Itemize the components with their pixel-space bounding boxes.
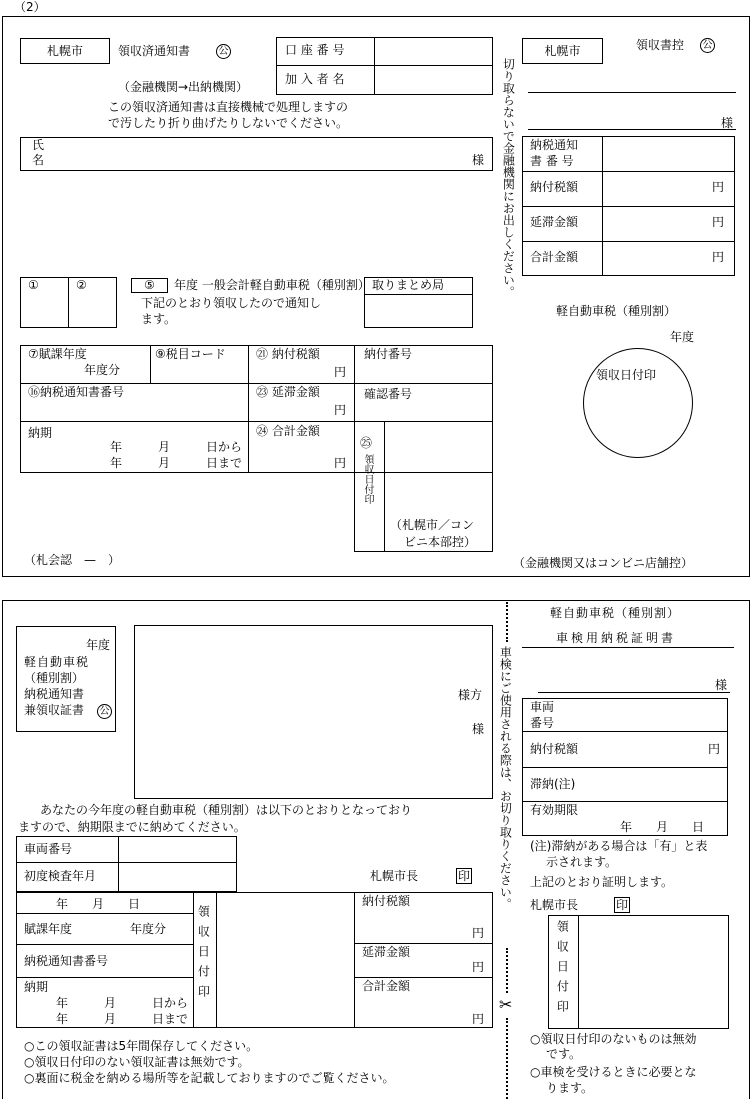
period-label: 納期	[28, 426, 53, 440]
cert-foot-4: ります。	[546, 1081, 594, 1095]
tear-off-text: 切り取らないで金融機関にお出しください。	[501, 58, 516, 298]
mayor-label: 札幌市長	[370, 869, 419, 883]
receipt-copy-label: 領収書控	[636, 38, 685, 52]
code-2: ②	[76, 278, 87, 292]
cert-title-2: 車検用納税証明書	[556, 631, 677, 645]
bottom-total-yen: 円	[472, 1012, 485, 1026]
right-late-label: 延滞金額	[530, 215, 579, 229]
bottom-payment-yen: 円	[472, 926, 485, 940]
intro-line-2: ますので、納期限までに納めてください。	[18, 820, 246, 834]
stamp-circle	[583, 348, 693, 458]
bottom-stamp-vertical: 領収日付印	[196, 905, 211, 1005]
nendo-label: 年度	[670, 330, 695, 344]
total-label: ㉔ 合計金額	[256, 424, 320, 438]
account-label: 口 座 番 号	[285, 43, 345, 57]
right-payment-yen: 円	[712, 180, 725, 194]
kou-mark	[216, 44, 231, 59]
bottom-kou-text: 公	[99, 706, 110, 717]
right-kou-text: 公	[702, 40, 713, 51]
perforation-bottom	[506, 1018, 508, 1099]
perforation-top	[506, 602, 508, 642]
bottom-date-to: 年 月 日まで	[56, 1012, 189, 1026]
received-line-1: 下記のとおり領収したので通知し	[141, 296, 322, 310]
bottom-nendo: 年度	[86, 638, 111, 652]
bottom-period: 納期	[24, 980, 49, 994]
cert-note-1: (注)滞納がある場合は「有」と表	[530, 839, 708, 853]
tax-code-label: ⑨税目コード	[155, 347, 226, 361]
bank-store-copy: （金融機関又はコンビニ店舗控）	[513, 556, 694, 570]
assess-year-label: ⑦賦課年度	[28, 347, 87, 361]
intro-line-1: あなたの今年度の軽自動車税（種別割）は以下のとおりとなっており	[40, 803, 413, 817]
name-label-2: 名	[32, 153, 45, 167]
city-label: 札幌市	[46, 44, 83, 58]
cert-valid-date: 年 月 日	[620, 820, 705, 834]
notice-line-1: この領収済通知書は直接機械で処理しますの	[108, 100, 349, 114]
right-notice-label-1: 納税通知	[530, 138, 579, 152]
late-fee-label: ㉓ 延滞金額	[256, 385, 320, 399]
right-total-yen: 円	[712, 250, 725, 264]
first-inspection-label: 初度検査年月	[24, 869, 97, 883]
note-1: ○この領収証書は5年間保存してください。	[24, 1039, 259, 1053]
notice-line-2: で汚したり折り曲げたりしないでください。	[108, 116, 349, 130]
cert-mayor-seal	[614, 897, 630, 913]
title-line-3: 納税通知書	[24, 687, 85, 701]
collect-bureau-label: 取りまとめ局	[372, 278, 445, 292]
cert-stamp-box	[548, 915, 729, 1029]
code-25: ㉕	[360, 436, 373, 450]
vehicle-number-label: 車両番号	[24, 842, 73, 856]
kei-tax-label: 軽自動車税（種別割）	[556, 304, 677, 318]
name-label-1: 氏	[32, 138, 45, 152]
cert-stamp-vertical: 領収日付印	[555, 920, 570, 1020]
stamp-circle-label: 領収日付印	[596, 368, 657, 382]
title-line-2: （種別割）	[24, 671, 85, 685]
bottom-assess-year: 賦課年度	[24, 922, 73, 936]
city-box	[20, 38, 110, 64]
address-box	[134, 625, 493, 799]
date-to: 年 月 日まで	[110, 456, 243, 470]
cert-sama: 様	[715, 678, 728, 692]
cert-foot-2: です。	[546, 1047, 582, 1061]
bottom-year-part: 年度分	[130, 922, 167, 936]
title-line-4: 兼領収証書	[24, 703, 85, 717]
bottom-kou-mark	[97, 704, 112, 719]
mayor-seal	[456, 868, 472, 884]
conbini-line-1: （札幌市／コン	[390, 518, 475, 532]
scissors-icon: ✂	[499, 995, 513, 1014]
cert-foot-3: ○車検を受けるときに必要とな	[530, 1065, 697, 1079]
samakata-label: 様方	[458, 688, 483, 702]
note-3: ○裏面に税金を納める場所等を記載しておりますのでご覧ください。	[24, 1071, 395, 1085]
notice-number-label: ⑯納税通知書番号	[28, 385, 125, 399]
cert-late-label: 滞納(注)	[530, 777, 576, 791]
perforation-mid	[506, 948, 508, 993]
cert-title-1: 軽自動車税（種別割）	[550, 606, 681, 620]
kou-text: 公	[218, 46, 229, 57]
name-box	[20, 137, 493, 171]
right-total-label: 合計金額	[530, 250, 579, 264]
payment-number-label: 納付番号	[364, 347, 413, 361]
right-late-yen: 円	[712, 215, 725, 229]
total-yen: 円	[334, 456, 347, 470]
cert-mayor-seal-text: 印	[615, 898, 628, 912]
cert-valid-label: 有効期限	[530, 803, 579, 817]
tear-text: 車検にご使用される際は、お切り取りください。	[498, 646, 513, 910]
code-5: ⑤	[144, 278, 155, 292]
name-sama: 様	[472, 153, 485, 167]
right-kou-mark	[700, 38, 715, 53]
late-yen: 円	[334, 403, 347, 417]
cert-vehicle-1: 車両	[530, 700, 555, 714]
approval-text: （札会認 — ）	[24, 553, 121, 567]
bottom-sama: 様	[472, 722, 485, 736]
cert-foot-1: ○領収日付印のないものは無効	[530, 1032, 697, 1046]
subscriber-label: 加 入 者 名	[285, 72, 345, 86]
cert-mayor: 札幌市長	[530, 898, 579, 912]
page-label: （2）	[14, 0, 46, 14]
bottom-notice-number: 納税通知書番号	[24, 954, 109, 968]
stamp-vertical: 領収日付印	[362, 454, 373, 504]
confirm-number-label: 確認番号	[364, 387, 413, 401]
right-city-label: 札幌市	[544, 44, 581, 58]
top-title: 領収済通知書	[118, 44, 191, 58]
cert-note-2: 示されます。	[546, 855, 618, 869]
date-from: 年 月 日から	[110, 440, 243, 454]
code-5-box	[131, 278, 168, 293]
right-sama: 様	[721, 116, 734, 130]
title-line-1: 軽自動車税	[24, 655, 90, 669]
bottom-total-label: 合計金額	[362, 979, 411, 993]
cert-payment-label: 納付税額	[530, 742, 579, 756]
mayor-seal-text: 印	[457, 869, 470, 883]
bottom-date-from: 年 月 日から	[56, 996, 189, 1010]
bottom-late-label: 延滞金額	[362, 945, 411, 959]
bottom-late-yen: 円	[472, 960, 485, 974]
right-notice-label-2: 書 番 号	[530, 154, 574, 168]
note-2: ○領収日付印のない領収証書は無効です。	[24, 1055, 250, 1069]
cert-payment-yen: 円	[708, 742, 721, 756]
cert-vehicle-2: 番号	[530, 716, 555, 730]
payment-amount-label: ㉑ 納付税額	[256, 347, 320, 361]
received-line-2: ます。	[141, 312, 177, 326]
right-city-box	[522, 38, 603, 64]
code-1: ①	[28, 278, 39, 292]
conbini-line-2: ビニ本部控）	[404, 535, 477, 549]
right-payment-label: 納付税額	[530, 180, 579, 194]
cert-certify: 上記のとおり証明します。	[530, 875, 674, 889]
year-part: 年度分	[84, 363, 121, 377]
ymd-label: 年 月 日	[56, 897, 141, 911]
bottom-payment-label: 納付税額	[362, 894, 411, 908]
payment-yen: 円	[334, 365, 347, 379]
tax-title: 年度 一般会計軽自動車税（種別割）	[174, 278, 370, 292]
route-text: （金融機関→出納機関）	[118, 80, 249, 94]
